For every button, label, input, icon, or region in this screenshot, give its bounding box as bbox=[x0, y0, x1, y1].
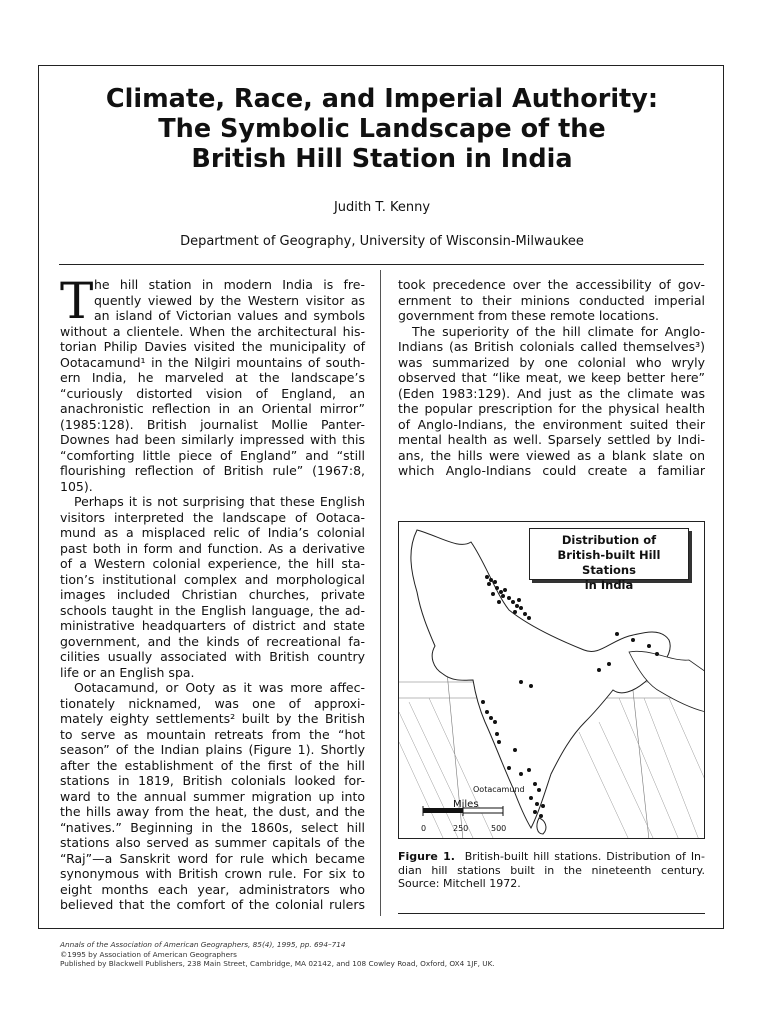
footer-line: Annals of the Association of American Geographers, 85(4), 1995, pp. 694–714 bbox=[60, 940, 346, 949]
legend-line: in India bbox=[584, 578, 634, 592]
text-line: ministrative headquarters of district and state bbox=[60, 618, 365, 633]
text-line: the popular prescription for the physical health bbox=[398, 401, 705, 416]
text-line: stations in 1819, British colonials looked for- bbox=[60, 773, 365, 788]
citation-footer bbox=[60, 940, 495, 969]
title-line: Climate, Race, and Imperial Authority: bbox=[105, 84, 659, 114]
left-column bbox=[60, 272, 365, 913]
caption-line bbox=[398, 850, 705, 864]
text-line: of a Western colonial experience, the hill sta- bbox=[60, 556, 365, 571]
legend-line: British-built Hill Stations bbox=[557, 548, 661, 577]
text-line: to serve as mountain retreats from the “hot bbox=[60, 726, 365, 742]
caption-text: British-built hill stations. Distribution of In- bbox=[464, 850, 705, 863]
text-line: government from these remote locations. bbox=[398, 308, 659, 323]
text-line: life or an English spa. bbox=[60, 664, 195, 680]
text-line: synonymous with British crown rule. For six to bbox=[60, 866, 365, 881]
text-line: the hills away from the heat, the dust, and the bbox=[60, 804, 365, 819]
text-line: quently viewed by the Western visitor as bbox=[94, 292, 365, 308]
text-line: government, and the kinds of recreational fa- bbox=[60, 633, 365, 649]
right-column bbox=[398, 277, 705, 479]
text-line: observed that “like meat, we keep better here” bbox=[398, 370, 705, 385]
footer-line: ©1995 by Association of American Geographers bbox=[60, 949, 237, 959]
text-line: “curiously distorted vision of England, an bbox=[60, 385, 365, 401]
text-line: without a clientele. When the architectural his- bbox=[60, 323, 365, 339]
text-line: “Raj”—a Sanskrit word for rule which became bbox=[60, 850, 365, 866]
text-line: cilities usually associated with British country bbox=[60, 649, 365, 664]
scale-tick: 250 bbox=[453, 824, 469, 833]
scale-title: Miles bbox=[453, 799, 479, 810]
text-line: tionately nicknamed, was one of approxi- bbox=[60, 695, 365, 711]
india-map-figure bbox=[398, 521, 705, 839]
text-line: torian Philip Davies visited the municipality of bbox=[60, 339, 365, 354]
column-divider bbox=[380, 270, 381, 916]
text-line: after the establishment of the first of the hill bbox=[60, 757, 365, 773]
text-line: was summarized by one colonial who wryly bbox=[398, 354, 705, 370]
text-line: took precedence over the accessibility of gov- bbox=[398, 277, 705, 292]
author-name: Judith T. Kenny bbox=[333, 200, 431, 215]
text-line: images included Christian churches, private bbox=[60, 587, 365, 602]
header-rule bbox=[59, 264, 704, 265]
text-line: ward to the annual summer migration up into bbox=[60, 788, 365, 804]
footer-line: Published by Blackwell Publishers, 238 Main Street, Cambridge, MA 02142, and 108 Cowley Road, Oxford, OX4 1JF, UK. bbox=[60, 959, 495, 968]
text-line: mately eighty settlements² built by the British bbox=[60, 711, 365, 726]
text-line: mund as a misplaced relic of India’s colonial bbox=[60, 525, 365, 540]
text-line: (Eden 1983:129). And just as the climate was bbox=[398, 385, 705, 401]
text-line: visitors interpreted the landscape of Ootaca- bbox=[60, 509, 365, 525]
text-line: mental health as well. Sparsely settled by Indi- bbox=[398, 432, 705, 447]
text-line: Ootacamund¹ in the Nilgiri mountains of south- bbox=[60, 354, 365, 370]
text-line: which Anglo-Indians could create a familiar bbox=[398, 463, 705, 478]
text-line: (1985:128). British journalist Mollie Panter- bbox=[60, 416, 365, 432]
text-line: flourishing reflection of British rule” (1967:8, bbox=[60, 463, 365, 478]
text-line: The superiority of the hill climate for Anglo- bbox=[412, 323, 705, 339]
caption-label: Figure 1. bbox=[398, 850, 455, 863]
ootacamund-label: Ootacamund bbox=[473, 785, 525, 794]
legend-line: Distribution of bbox=[561, 533, 657, 547]
text-line: Perhaps it is not surprising that these English bbox=[74, 494, 365, 509]
title-line: British Hill Station in India bbox=[191, 144, 573, 174]
text-line: “natives.” Beginning in the 1860s, select hill bbox=[60, 819, 365, 835]
text-line: Downes had been similarly impressed with this bbox=[60, 432, 365, 447]
title-line: The Symbolic Landscape of the bbox=[158, 114, 606, 144]
text-line: Indians (as British colonials called themselves³) bbox=[398, 339, 705, 354]
figure-caption bbox=[398, 850, 705, 891]
text-line: past both in form and function. As a derivative bbox=[60, 540, 365, 556]
drop-cap: T bbox=[60, 272, 94, 330]
scale-tick: 0 bbox=[421, 824, 427, 833]
caption-line: dian hill stations built in the nineteenth century. bbox=[398, 863, 705, 877]
map-legend-box bbox=[529, 528, 689, 592]
text-line: ern India, he marveled at the landscape’s bbox=[60, 370, 365, 385]
text-line: ans, the hills were viewed as a blank slate on bbox=[398, 447, 705, 463]
text-line: stations also served as summer capitals of the bbox=[60, 835, 365, 850]
caption-rule bbox=[398, 913, 705, 914]
text-line: season” of the Indian plains (Figure 1). Shortly bbox=[60, 742, 365, 757]
article-title bbox=[40, 84, 724, 174]
text-line: “comforting little piece of England” and “still bbox=[60, 447, 365, 463]
text-line: Ootacamund, or Ooty as it was more affec- bbox=[74, 680, 365, 695]
text-line: believed that the comfort of the colonial rulers bbox=[60, 897, 365, 912]
text-line: schools taught in the English language, the ad- bbox=[60, 602, 365, 618]
text-line: anachronistic reflection in an Oriental mirror” bbox=[60, 401, 365, 416]
text-line: tion’s institutional complex and morphological bbox=[60, 571, 365, 587]
text-line: 105). bbox=[60, 478, 93, 494]
text-line: eight months each year, administrators who bbox=[60, 881, 365, 897]
text-line: an island of Victorian values and symbols bbox=[94, 308, 365, 323]
caption-line: Source: Mitchell 1972. bbox=[398, 877, 521, 890]
text-line: ernment to their minions conducted imperial bbox=[398, 292, 705, 308]
text-line: of Anglo-Indians, the environment suited their bbox=[398, 416, 705, 432]
author-affiliation: Department of Geography, University of Wisconsin-Milwaukee bbox=[180, 234, 584, 249]
text-line: he hill station in modern India is fre- bbox=[94, 277, 365, 292]
scale-tick: 500 bbox=[491, 824, 507, 833]
